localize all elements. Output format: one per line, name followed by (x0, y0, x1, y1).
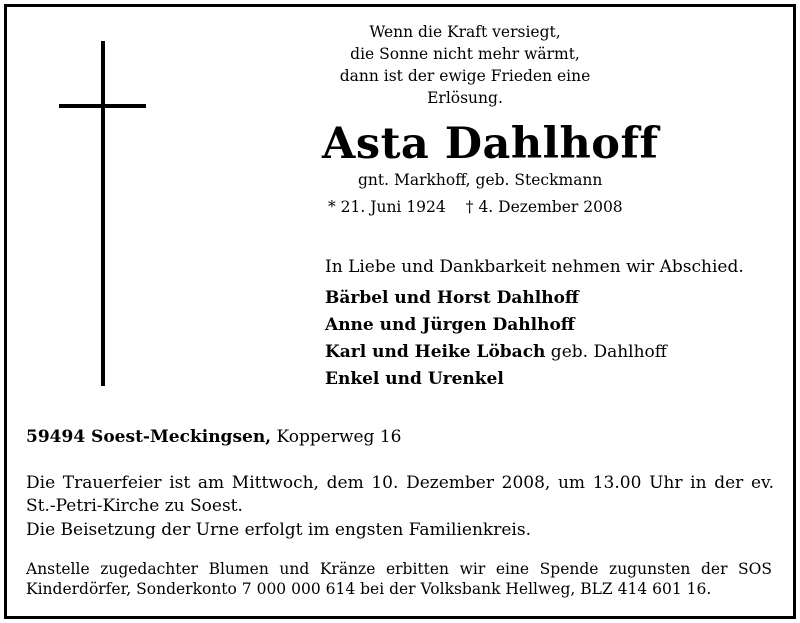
address-street: Kopperweg 16 (271, 427, 402, 447)
mourner-entry (325, 312, 667, 339)
verse-line: die Sonne nicht mehr wärmt, (350, 45, 580, 63)
mourner-name: Bärbel und Horst Dahlhoff (325, 288, 579, 308)
burial-info: Die Beisetzung der Urne erfolgt im engsten Familienkreis. (26, 520, 531, 540)
address-city: 59494 Soest-Meckingsen, (26, 427, 272, 447)
memorial-verse (300, 21, 630, 109)
mourner-entry (325, 339, 667, 366)
deceased-name: Asta Dahlhoff (322, 119, 659, 169)
farewell-line: In Liebe und Dankbarkeit nehmen wir Abschied. (325, 257, 744, 277)
mourner-entry (325, 285, 667, 312)
mourners-list (325, 285, 667, 393)
mourner-entry (325, 366, 667, 393)
deceased-names-note: gnt. Markhoff, geb. Steckmann (358, 171, 603, 189)
life-dates (328, 198, 623, 216)
mourner-name: Anne und Jürgen Dahlhoff (325, 315, 575, 335)
cross-vertical-bar (101, 41, 105, 386)
verse-line: dann ist der ewige Frieden eine Erlösung. (339, 67, 591, 107)
funeral-service-info: Die Trauerfeier ist am Mittwoch, dem 10. Dezember 2008, um 13.00 Uhr in der ev. St.-Petri-Kirche zu Soest. (26, 473, 774, 516)
donation-request: Anstelle zugedachter Blumen und Kränze erbitten wir eine Spende zugunsten der SOS Kinderdörfer, Sonderkonto 7 000 000 614 bei der Volksbank Hellweg, BLZ 414 601 16. (26, 560, 772, 598)
family-address (26, 427, 401, 447)
verse-line: Wenn die Kraft versiegt, (369, 23, 561, 41)
mourner-name: Karl und Heike Löbach (325, 342, 546, 362)
mourner-name: Enkel und Urenkel (325, 369, 504, 389)
death-date: † 4. Dezember 2008 (465, 198, 623, 216)
cross-horizontal-bar (59, 104, 146, 108)
birth-date: * 21. Juni 1924 (328, 198, 446, 216)
mourner-suffix: geb. Dahlhoff (545, 342, 667, 362)
